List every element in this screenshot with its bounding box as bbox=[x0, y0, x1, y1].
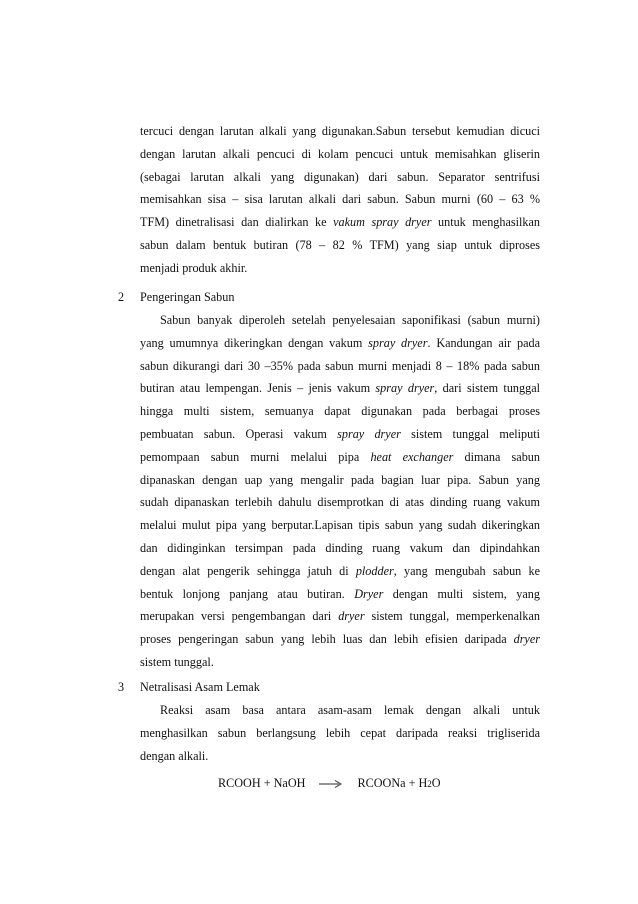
text-line bbox=[140, 427, 540, 441]
text-segment: sistem tunggal. bbox=[140, 655, 214, 669]
text-segment: , dari sistem tunggal bbox=[434, 381, 540, 396]
text-segment: melalui mulut pipa yang berputar.Lapisan tipis sabun yang sudah dikeringkan bbox=[140, 518, 540, 533]
text-segment: dengan alat pengerik sehingga jatuh di bbox=[140, 563, 356, 578]
text-segment: , yang mengubah sabun ke bbox=[393, 563, 540, 578]
text-segment: pemompaan sabun murni melalui pipa bbox=[140, 449, 371, 464]
reaction-arrow-icon bbox=[319, 779, 343, 789]
equation-products: RCOONa + H2O bbox=[357, 776, 441, 790]
text-line bbox=[140, 359, 540, 373]
italic-term: dryer bbox=[513, 632, 540, 647]
text-segment: yang umumnya dikeringkan dengan vakum bbox=[140, 335, 369, 350]
text-line bbox=[140, 473, 540, 487]
text-segment: dengan multi sistem, yang bbox=[383, 586, 540, 601]
italic-term: vakum spray dryer bbox=[333, 215, 432, 230]
section-number: 3 bbox=[118, 680, 125, 694]
text-segment: sudah dipanaskan terlebih dahulu disemprotkan di atas dinding ruang vakum bbox=[140, 495, 540, 510]
italic-term: dryer bbox=[338, 609, 365, 624]
text-line bbox=[140, 381, 540, 395]
italic-term: spray dryer bbox=[337, 427, 401, 441]
text-line bbox=[140, 124, 540, 138]
text-segment: hingga multi sistem, semuanya dapat digunakan pada berbagai proses bbox=[140, 404, 540, 419]
text-line bbox=[140, 749, 540, 763]
section-heading-netralisasi bbox=[118, 680, 260, 694]
text-segment: untuk menghasilkan bbox=[431, 215, 540, 230]
text-line bbox=[140, 655, 540, 669]
text-line bbox=[140, 192, 540, 206]
text-segment: dengan alkali. bbox=[140, 748, 209, 763]
text-segment: dan didinginkan tersimpan pada dinding ruang vakum dan dipindahkan bbox=[140, 541, 540, 555]
text-line bbox=[140, 726, 540, 740]
text-line bbox=[140, 261, 540, 275]
text-line bbox=[140, 564, 540, 578]
text-segment: proses pengeringan sabun yang lebih luas dan lebih efisien daripada bbox=[140, 632, 514, 647]
italic-term: spray dryer bbox=[368, 335, 428, 350]
text-segment: sistem tunggal meliputi bbox=[400, 427, 541, 441]
equation-reactants: RCOOH + NaOH bbox=[218, 776, 306, 790]
text-line bbox=[140, 170, 540, 184]
text-segment: pembuatan sabun. Operasi vakum bbox=[140, 427, 338, 441]
text-segment: sabun dikurangi dari 30 –35% pada sabun murni menjadi 8 – 18% pada sabun bbox=[140, 358, 540, 373]
text-line bbox=[160, 703, 540, 717]
text-segment: Reaksi asam basa antara asam-asam lemak dengan alkali untuk bbox=[160, 703, 540, 717]
text-line bbox=[160, 313, 540, 327]
italic-term: spray dryer bbox=[375, 381, 435, 396]
section-heading-pengeringan bbox=[118, 290, 234, 304]
text-segment: TFM) dinetralisasi dan dialirkan ke bbox=[140, 215, 334, 230]
text-line bbox=[140, 238, 540, 252]
text-segment: bentuk lonjong panjang atau butiran. bbox=[140, 586, 355, 601]
text-segment: sistem tunggal, memperkenalkan bbox=[364, 609, 540, 624]
text-line bbox=[140, 541, 540, 555]
text-line bbox=[140, 518, 540, 532]
text-segment: menjadi produk akhir. bbox=[140, 260, 248, 275]
text-segment: memisahkan sisa – sisa larutan alkali dari sabun. Sabun murni (60 – 63 % bbox=[140, 192, 540, 207]
text-segment: (sebagai larutan alkali yang digunakan) dari sabun. Separator sentrifusi bbox=[140, 169, 540, 184]
text-line bbox=[140, 587, 540, 601]
text-segment: Sabun banyak diperoleh setelah penyelesaian saponifikasi (sabun murni) bbox=[160, 313, 540, 327]
text-line bbox=[140, 404, 540, 418]
text-segment: dengan larutan alkali pencuci di kolam pencuci untuk memisahkan gliserin bbox=[140, 146, 540, 161]
text-segment: dipanaskan dengan uap yang mengalir pada bagian luar pipa. Sabun yang bbox=[140, 472, 540, 487]
text-segment: merupakan versi pengembangan dari bbox=[140, 609, 339, 624]
text-line bbox=[140, 336, 540, 350]
italic-term: plodder bbox=[355, 563, 394, 578]
italic-term: Dryer bbox=[354, 586, 384, 601]
text-segment: . Kandungan air pada bbox=[427, 335, 541, 350]
chemical-equation bbox=[218, 776, 441, 791]
section-title: Pengeringan Sabun bbox=[140, 290, 235, 304]
section-number: 2 bbox=[118, 290, 125, 304]
text-segment: sabun dalam bentuk butiran (78 – 82 % TFM) yang siap untuk diproses bbox=[140, 238, 540, 252]
section-title: Netralisasi Asam Lemak bbox=[140, 680, 260, 694]
text-line bbox=[140, 495, 540, 509]
italic-term: heat exchanger bbox=[370, 449, 454, 464]
text-line bbox=[140, 609, 540, 623]
text-line bbox=[140, 215, 540, 229]
text-segment: tercuci dengan larutan alkali yang digunakan.Sabun tersebut kemudian dicuci bbox=[140, 124, 540, 138]
text-segment: dimana sabun bbox=[453, 449, 540, 464]
text-line bbox=[140, 450, 540, 464]
text-line bbox=[140, 632, 540, 646]
text-line bbox=[140, 147, 540, 161]
text-segment: menghasilkan sabun berlangsung lebih cepat daripada reaksi trigliserida bbox=[140, 725, 540, 740]
text-segment: butiran atau lempengan. Jenis – jenis vakum bbox=[140, 381, 376, 396]
